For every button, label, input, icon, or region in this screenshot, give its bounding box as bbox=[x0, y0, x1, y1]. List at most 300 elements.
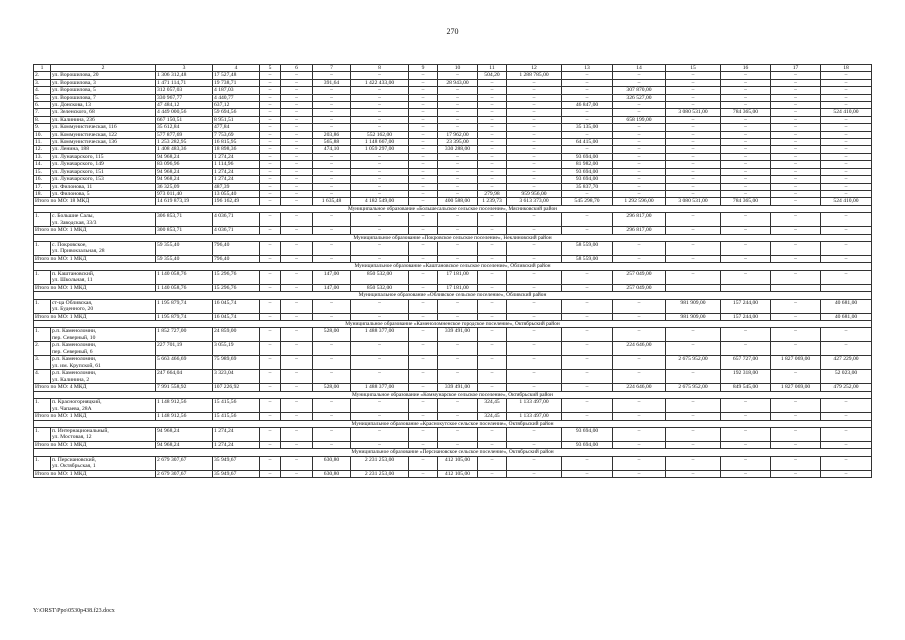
row-number: 4. bbox=[34, 87, 51, 94]
address-cell: ул. Ленина, 188 bbox=[51, 146, 156, 153]
total-label: Итого по МО: 4 МКД bbox=[34, 384, 156, 391]
table-cell: – bbox=[409, 241, 438, 255]
table-cell: 16 045,74 bbox=[213, 299, 260, 313]
total-cell: – bbox=[478, 384, 507, 391]
table-cell: 257 049,00 bbox=[613, 270, 666, 284]
address-cell: ул. Калинина, 236 bbox=[51, 116, 156, 123]
table-cell: – bbox=[666, 370, 721, 384]
row-number: 13. bbox=[34, 153, 51, 160]
table-cell: – bbox=[771, 299, 821, 313]
table-cell: – bbox=[721, 153, 771, 160]
table-cell: 227 701,19 bbox=[156, 342, 213, 356]
table-cell: 2 679 307,67 bbox=[156, 456, 213, 470]
table-cell: 5 663 466,69 bbox=[156, 356, 213, 370]
table-cell: – bbox=[562, 299, 613, 313]
table-cell: – bbox=[281, 109, 313, 116]
address-cell bbox=[51, 241, 156, 255]
total-cell: 3 613 373,00 bbox=[507, 198, 562, 205]
total-cell: 107 226,92 bbox=[213, 384, 260, 391]
table-cell: – bbox=[351, 213, 409, 227]
total-cell: 14 619 873,19 bbox=[156, 198, 213, 205]
total-cell: – bbox=[281, 198, 313, 205]
table-cell: – bbox=[409, 176, 438, 183]
total-cell: – bbox=[313, 227, 351, 234]
table-cell: – bbox=[562, 116, 613, 123]
table-cell: – bbox=[666, 139, 721, 146]
total-cell: 981 909,00 bbox=[666, 313, 721, 320]
total-cell: – bbox=[562, 470, 613, 477]
table-cell: – bbox=[666, 102, 721, 109]
table-cell: – bbox=[613, 102, 666, 109]
table-row bbox=[34, 241, 872, 255]
header-row bbox=[34, 65, 872, 72]
table-cell: 1 274,24 bbox=[213, 428, 260, 442]
table-cell: – bbox=[771, 176, 821, 183]
column-header: 12 bbox=[507, 65, 562, 72]
table-cell: – bbox=[478, 146, 507, 153]
table-cell: – bbox=[562, 270, 613, 284]
table-cell: – bbox=[613, 328, 666, 342]
table-cell: – bbox=[313, 183, 351, 190]
table-cell: – bbox=[771, 213, 821, 227]
table-cell: – bbox=[771, 190, 821, 197]
table-cell: – bbox=[260, 183, 281, 190]
table-cell: – bbox=[351, 399, 409, 413]
table-cell: – bbox=[821, 146, 872, 153]
address-line-1: р.п. Каменоломни, bbox=[52, 328, 97, 335]
total-cell: 17 181,00 bbox=[438, 284, 478, 291]
address-line-2: пер. Северный, 10 bbox=[52, 334, 96, 341]
table-cell: 247 664,04 bbox=[156, 370, 213, 384]
table-cell: 528,00 bbox=[313, 328, 351, 342]
total-cell: 58 559,00 bbox=[562, 255, 613, 262]
table-cell: – bbox=[478, 270, 507, 284]
total-cell: – bbox=[771, 227, 821, 234]
table-cell: – bbox=[562, 399, 613, 413]
address-line-1: п. Красногорняцкий, bbox=[52, 399, 102, 406]
row-number: 18. bbox=[34, 190, 51, 197]
table-cell: 1 827 069,00 bbox=[771, 356, 821, 370]
table-cell: – bbox=[351, 168, 409, 175]
table-cell: 58 559,00 bbox=[562, 241, 613, 255]
table-cell: 959 956,00 bbox=[507, 190, 562, 197]
table-cell: – bbox=[409, 428, 438, 442]
table-cell: 94 968,24 bbox=[156, 168, 213, 175]
table-cell: 324,45 bbox=[478, 399, 507, 413]
table-cell: – bbox=[351, 241, 409, 255]
table-cell: – bbox=[562, 131, 613, 138]
total-cell: 324,45 bbox=[478, 413, 507, 420]
table-cell: – bbox=[613, 399, 666, 413]
total-cell: 2 231 253,00 bbox=[351, 470, 409, 477]
table-cell: 47 484,12 bbox=[156, 102, 213, 109]
table-cell: – bbox=[821, 161, 872, 168]
table-cell: 19 738,71 bbox=[213, 79, 260, 86]
table-cell: – bbox=[821, 399, 872, 413]
table-cell: – bbox=[507, 139, 562, 146]
table-cell: – bbox=[771, 370, 821, 384]
table-cell: – bbox=[721, 270, 771, 284]
column-header: 11 bbox=[478, 65, 507, 72]
total-cell: – bbox=[666, 442, 721, 449]
address-cell: ул. Зеленского, 68 bbox=[51, 109, 156, 116]
table-cell: 784 365,00 bbox=[721, 109, 771, 116]
total-row bbox=[34, 413, 872, 420]
table-cell: – bbox=[771, 241, 821, 255]
total-cell: – bbox=[721, 470, 771, 477]
table-cell: – bbox=[313, 94, 351, 101]
total-cell bbox=[721, 284, 771, 291]
table-cell: – bbox=[438, 109, 478, 116]
table-cell: – bbox=[351, 356, 409, 370]
column-header: 6 bbox=[281, 65, 313, 72]
table-cell: – bbox=[507, 342, 562, 356]
address-line-1: ст-ца Обливская, bbox=[52, 299, 93, 306]
table-cell: 46 847,00 bbox=[562, 102, 613, 109]
table-cell: 279,98 bbox=[478, 190, 507, 197]
table-cell: – bbox=[507, 168, 562, 175]
table-cell: 94 968,24 bbox=[156, 428, 213, 442]
total-cell: – bbox=[721, 442, 771, 449]
table-cell: – bbox=[771, 87, 821, 94]
table-row bbox=[34, 146, 872, 153]
table-cell: 1 306 312,48 bbox=[156, 72, 213, 79]
table-cell: 64 415,00 bbox=[562, 139, 613, 146]
section-row bbox=[34, 263, 872, 270]
table-cell: – bbox=[438, 183, 478, 190]
address-cell: ул. Ворошилова, 5 bbox=[51, 87, 156, 94]
table-cell: – bbox=[666, 328, 721, 342]
table-cell: – bbox=[821, 190, 872, 197]
table-cell: – bbox=[260, 428, 281, 442]
table-cell: – bbox=[821, 176, 872, 183]
table-cell: – bbox=[281, 168, 313, 175]
table-cell: 1 274,24 bbox=[213, 168, 260, 175]
table-cell: – bbox=[507, 299, 562, 313]
table-cell: – bbox=[281, 124, 313, 131]
table-cell: – bbox=[666, 116, 721, 123]
table-cell: 83 096,96 bbox=[156, 161, 213, 168]
total-cell: – bbox=[666, 227, 721, 234]
address-cell bbox=[51, 270, 156, 284]
total-cell: 1 827 069,00 bbox=[771, 384, 821, 391]
table-cell: – bbox=[313, 116, 351, 123]
table-cell: 427 229,00 bbox=[821, 356, 872, 370]
table-cell: – bbox=[666, 190, 721, 197]
total-row bbox=[34, 384, 872, 391]
section-title: Муниципальное образование «Коммунарское сельское поселение», Октябрьский район bbox=[34, 391, 872, 398]
table-row bbox=[34, 370, 872, 384]
table-cell: – bbox=[313, 299, 351, 313]
table-cell: – bbox=[821, 87, 872, 94]
table-cell: 552 162,00 bbox=[351, 131, 409, 138]
table-cell: – bbox=[281, 153, 313, 160]
total-cell: – bbox=[438, 227, 478, 234]
table-cell: 4 036,71 bbox=[213, 213, 260, 227]
total-cell: – bbox=[613, 470, 666, 477]
table-cell: 15 415,56 bbox=[213, 399, 260, 413]
table-cell: – bbox=[507, 79, 562, 86]
main-table-wrapper bbox=[33, 64, 871, 478]
table-row bbox=[34, 213, 872, 227]
table-row bbox=[34, 124, 872, 131]
total-cell: – bbox=[613, 313, 666, 320]
table-cell: – bbox=[613, 153, 666, 160]
table-cell: – bbox=[507, 270, 562, 284]
table-cell: – bbox=[409, 168, 438, 175]
table-cell: – bbox=[771, 168, 821, 175]
table-cell: 657 727,00 bbox=[721, 356, 771, 370]
table-cell: 296 817,00 bbox=[613, 213, 666, 227]
table-cell: – bbox=[409, 342, 438, 356]
total-cell: 412 105,00 bbox=[438, 470, 478, 477]
total-cell: – bbox=[260, 442, 281, 449]
table-cell: – bbox=[351, 176, 409, 183]
total-cell: – bbox=[438, 255, 478, 262]
table-cell: – bbox=[507, 161, 562, 168]
column-header: 9 bbox=[409, 65, 438, 72]
table-row bbox=[34, 94, 872, 101]
column-header: 1 bbox=[34, 65, 51, 72]
table-cell: – bbox=[478, 87, 507, 94]
table-cell: – bbox=[409, 153, 438, 160]
table-cell: – bbox=[281, 299, 313, 313]
total-cell: 524 410,00 bbox=[821, 198, 872, 205]
column-header: 16 bbox=[721, 65, 771, 72]
total-cell: 16 045,74 bbox=[213, 313, 260, 320]
address-cell: ул. Филонова, 11 bbox=[51, 183, 156, 190]
table-cell: 524 410,00 bbox=[821, 109, 872, 116]
total-cell: 850 532,00 bbox=[351, 284, 409, 291]
table-cell: – bbox=[351, 153, 409, 160]
table-cell: 973 011,40 bbox=[156, 190, 213, 197]
table-cell: 1 471 114,71 bbox=[156, 79, 213, 86]
column-header: 18 bbox=[821, 65, 872, 72]
total-cell bbox=[771, 284, 821, 291]
table-cell: – bbox=[313, 176, 351, 183]
table-cell: 487,39 bbox=[213, 183, 260, 190]
address-cell: ул. Луначарского, 149 bbox=[51, 161, 156, 168]
column-header: 10 bbox=[438, 65, 478, 72]
table-row bbox=[34, 72, 872, 79]
total-cell: 849 545,00 bbox=[721, 384, 771, 391]
table-cell: 796,40 bbox=[213, 241, 260, 255]
address-line-2: ул. Школьная, 11 bbox=[52, 277, 93, 284]
table-cell: – bbox=[721, 94, 771, 101]
table-cell: 93 694,00 bbox=[562, 176, 613, 183]
total-cell: 196 162,49 bbox=[213, 198, 260, 205]
table-cell: – bbox=[666, 183, 721, 190]
table-cell: – bbox=[260, 87, 281, 94]
total-cell: 40 681,00 bbox=[821, 313, 872, 320]
column-header: 14 bbox=[613, 65, 666, 72]
table-cell: 93 694,00 bbox=[562, 428, 613, 442]
table-cell: – bbox=[281, 241, 313, 255]
table-cell: – bbox=[409, 124, 438, 131]
address-line-1: с. Покровское, bbox=[52, 241, 87, 248]
table-row bbox=[34, 270, 872, 284]
table-cell: – bbox=[409, 131, 438, 138]
table-row bbox=[34, 183, 872, 190]
table-cell: – bbox=[721, 116, 771, 123]
table-cell: – bbox=[478, 299, 507, 313]
table-cell: – bbox=[666, 168, 721, 175]
total-cell: – bbox=[409, 227, 438, 234]
address-cell: ул. Ворошилова, 20 bbox=[51, 72, 156, 79]
table-cell: – bbox=[613, 456, 666, 470]
table-cell: – bbox=[613, 176, 666, 183]
table-cell: – bbox=[438, 370, 478, 384]
table-cell: – bbox=[507, 241, 562, 255]
table-cell: – bbox=[409, 328, 438, 342]
total-cell: 1 195 879,74 bbox=[156, 313, 213, 320]
section-title: Муниципальное образование «Краснокутское сельское поселение», Октябрьский район bbox=[34, 420, 872, 427]
table-cell: 94 968,24 bbox=[156, 153, 213, 160]
total-cell: – bbox=[613, 255, 666, 262]
table-cell: – bbox=[260, 176, 281, 183]
table-cell: – bbox=[562, 109, 613, 116]
table-cell: 59 355,40 bbox=[156, 241, 213, 255]
table-cell: 339 491,00 bbox=[438, 328, 478, 342]
address-cell: ул. Луначарского, 153 bbox=[51, 176, 156, 183]
total-cell: – bbox=[351, 413, 409, 420]
total-cell: – bbox=[438, 313, 478, 320]
table-cell: – bbox=[260, 399, 281, 413]
total-cell: 15 296,76 bbox=[213, 284, 260, 291]
table-cell: – bbox=[409, 146, 438, 153]
table-cell: – bbox=[613, 168, 666, 175]
table-cell: 630,80 bbox=[313, 456, 351, 470]
total-cell: – bbox=[409, 413, 438, 420]
table-cell: – bbox=[438, 94, 478, 101]
table-cell: – bbox=[281, 161, 313, 168]
table-cell: – bbox=[478, 241, 507, 255]
table-cell: – bbox=[821, 124, 872, 131]
table-row bbox=[34, 139, 872, 146]
table-cell: – bbox=[281, 399, 313, 413]
total-cell: – bbox=[507, 384, 562, 391]
table-cell: – bbox=[821, 241, 872, 255]
table-cell: – bbox=[613, 190, 666, 197]
total-cell: – bbox=[562, 284, 613, 291]
total-label: Итого по МО: 1 МКД bbox=[34, 442, 156, 449]
table-cell: – bbox=[613, 356, 666, 370]
total-cell: 2 675 952,00 bbox=[666, 384, 721, 391]
table-cell: – bbox=[438, 87, 478, 94]
total-cell: – bbox=[771, 255, 821, 262]
address-line-2: ул. Октябрьская, 1 bbox=[52, 463, 96, 470]
total-cell: 15 415,56 bbox=[213, 413, 260, 420]
address-line-2: ул. Заводская, 33/3 bbox=[52, 219, 97, 226]
table-cell: 2 675 952,00 bbox=[666, 356, 721, 370]
table-row bbox=[34, 109, 872, 116]
table-row bbox=[34, 102, 872, 109]
address-cell: ул. Коммунистическая, 136 bbox=[51, 139, 156, 146]
table-cell: 35 612,84 bbox=[156, 124, 213, 131]
address-cell bbox=[51, 456, 156, 470]
total-cell: – bbox=[721, 227, 771, 234]
table-cell: – bbox=[721, 183, 771, 190]
table-cell: – bbox=[351, 299, 409, 313]
table-cell: – bbox=[721, 190, 771, 197]
table-cell: – bbox=[507, 124, 562, 131]
table-cell: – bbox=[613, 72, 666, 79]
table-cell: 1 852 727,00 bbox=[156, 328, 213, 342]
row-number: 1. bbox=[34, 428, 51, 442]
table-cell: – bbox=[351, 190, 409, 197]
table-cell: – bbox=[409, 79, 438, 86]
table-cell: – bbox=[478, 109, 507, 116]
table-cell: – bbox=[721, 241, 771, 255]
table-cell: – bbox=[721, 124, 771, 131]
column-header: 4 bbox=[213, 65, 260, 72]
table-cell: 7 753,69 bbox=[213, 131, 260, 138]
table-cell: 658 199,00 bbox=[613, 116, 666, 123]
total-cell: – bbox=[821, 470, 872, 477]
total-cell: – bbox=[409, 384, 438, 391]
table-cell: – bbox=[562, 190, 613, 197]
table-cell: – bbox=[351, 102, 409, 109]
total-cell: – bbox=[771, 442, 821, 449]
table-cell: 1 059 297,00 bbox=[351, 146, 409, 153]
total-cell: – bbox=[281, 413, 313, 420]
address-cell: ул. Коммунистическая, 116 bbox=[51, 124, 156, 131]
total-cell: – bbox=[721, 413, 771, 420]
table-row bbox=[34, 299, 872, 313]
table-cell: – bbox=[281, 183, 313, 190]
table-cell: 477,84 bbox=[213, 124, 260, 131]
table-cell: – bbox=[562, 342, 613, 356]
table-cell: 3 055,19 bbox=[213, 342, 260, 356]
table-cell: – bbox=[260, 131, 281, 138]
total-cell: – bbox=[260, 227, 281, 234]
table-cell: – bbox=[260, 146, 281, 153]
table-cell: 2 231 253,00 bbox=[351, 456, 409, 470]
total-cell: – bbox=[313, 313, 351, 320]
table-cell: – bbox=[721, 72, 771, 79]
column-header: 17 bbox=[771, 65, 821, 72]
row-number: 1. bbox=[34, 213, 51, 227]
total-cell: 1 239,73 bbox=[478, 198, 507, 205]
total-cell: – bbox=[666, 470, 721, 477]
table-cell: – bbox=[771, 399, 821, 413]
table-cell: 1 148 667,00 bbox=[351, 139, 409, 146]
table-cell: – bbox=[281, 356, 313, 370]
table-cell: – bbox=[409, 370, 438, 384]
table-cell: – bbox=[613, 79, 666, 86]
total-cell: 2 679 307,67 bbox=[156, 470, 213, 477]
table-cell: 577 877,69 bbox=[156, 131, 213, 138]
total-cell: – bbox=[821, 227, 872, 234]
row-number: 2. bbox=[34, 72, 51, 79]
table-cell: – bbox=[438, 428, 478, 442]
total-cell: – bbox=[562, 227, 613, 234]
section-row bbox=[34, 420, 872, 427]
total-cell: – bbox=[281, 470, 313, 477]
total-cell: – bbox=[281, 284, 313, 291]
row-number: 17. bbox=[34, 183, 51, 190]
row-number: 12. bbox=[34, 146, 51, 153]
table-cell: – bbox=[313, 342, 351, 356]
total-cell: – bbox=[260, 255, 281, 262]
table-cell: – bbox=[821, 94, 872, 101]
table-cell: – bbox=[281, 139, 313, 146]
address-cell bbox=[51, 356, 156, 370]
table-cell: – bbox=[478, 116, 507, 123]
total-cell: – bbox=[507, 442, 562, 449]
table-row bbox=[34, 161, 872, 168]
table-cell: – bbox=[409, 72, 438, 79]
